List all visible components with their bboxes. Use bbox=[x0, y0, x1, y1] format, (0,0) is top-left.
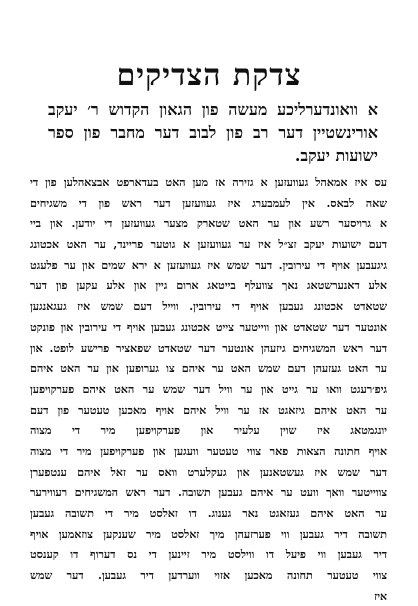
body-line: א גרויסער רשע און ער האט שטארק מצער געוועזען די יודען. און ביי bbox=[30, 216, 387, 231]
body-line: דיר געבען ווי פיעל דו ווילסט מיר זיינען די נס דערוף דו קענסט bbox=[30, 547, 387, 562]
body-line: דעם ישועות יעקב זצ״ל איז ער געוועזען א גוטער פריינד, ער האט אכטונג bbox=[30, 237, 387, 252]
body-line: ער האט איהם געזאגט נאר גענוג. דו זאלסט מיר די תשובה געבען bbox=[30, 506, 387, 520]
subtitle-line: ישועות יעקב. bbox=[294, 146, 378, 165]
body-line: עס איז אמאהל געוועזען א גזירה אז מען האט בעדארפט אבצאהלען פון די bbox=[30, 175, 387, 189]
body-line: צווייטער וואך וועט ער איהם געבען תשובה. דער ראש המשגיחים רעווירער bbox=[30, 485, 387, 500]
document-subtitle bbox=[48, 98, 378, 167]
subtitle-line: א וואונדערליכע מעשה פון הגאון הקדוש ר׳ יעקב bbox=[48, 100, 378, 119]
body-line: צווי טעטער תחונה מאכען אזוי ווערדען דיר געבען. דער שמש bbox=[30, 568, 387, 583]
body-line: גיגעבען אויף די עירובין. דער שמש איז געוועזען א ירא שמים און ער פלעגט bbox=[30, 257, 387, 272]
body-line: ער האט איהם גיזאגט אז ער וויל איהם אויף מאכען טעטער פון דעם bbox=[30, 402, 387, 417]
body-line: יונגמטאג איז שוין עלעיר און פערקויפען מיר די מצוה bbox=[30, 423, 387, 438]
document-title: צדקת הצדיקים bbox=[116, 58, 302, 93]
body-line: אונטער דער שטאדט און ווייטער צייט אכטונג געבען אויף די עירובין און פונקט bbox=[30, 319, 387, 334]
body-line: ער האט געזעהן דעם שמש האט ער איהם צו גערופען און ער האט איהם bbox=[30, 361, 387, 376]
body-line: אלע דאנערשטאג נאך צוועלף בייטאג ארום גיין און אלע עקען פון דער bbox=[30, 278, 387, 293]
body-line: תשובה דיר געבען ווי פערזעהן מיך זאלסט מיר שענקען צוזאמען אויף bbox=[30, 526, 387, 541]
document-body bbox=[30, 172, 387, 606]
body-line: אויף חתונה הצאות פאר צווי טעטער וועגען און פערקויפען מיר די מצוה bbox=[30, 443, 387, 458]
body-line: דער שמש איז געשטאנען און געקלערט וואס ער זאל איהם ענטפערן bbox=[30, 464, 387, 479]
body-line: דער ראש המשגיחים גיזעהן אונטער דער שטאדט שפאציר פרישע לופט. און bbox=[30, 340, 387, 355]
body-line: איז bbox=[374, 588, 387, 603]
body-line: שאה לבאס. אין לעמבערג איז געוועזען דער ראש פון די משגיחים bbox=[30, 195, 387, 210]
body-line: גיפ׳רעגט וואו ער גייט און ער וויל דער שמש ער האט איהם פערקויפען bbox=[30, 381, 387, 396]
body-line: שטאדט אכטונג געבען אויף די עירובין. ווייל דעם שמש איז געגאנגען bbox=[30, 299, 387, 314]
subtitle-line: אורינשטיין דער רב פון לבוב דער מחבר פון ספר bbox=[48, 123, 378, 142]
